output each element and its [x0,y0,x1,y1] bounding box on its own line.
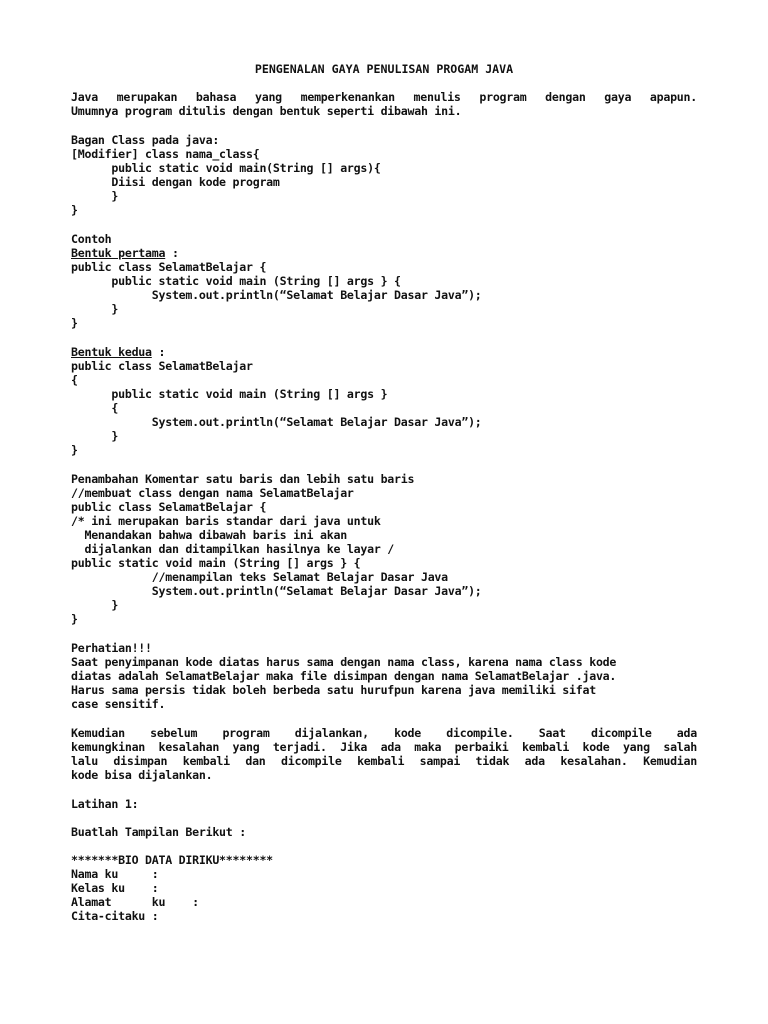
komentar-code-line: dijalankan dan ditampilkan hasilnya ke layar / [71,542,395,556]
perhatian-heading: Perhatian!!! [71,641,152,655]
bentuk2-code-line: } [71,443,78,457]
biodata-field-nama: Nama ku : [71,867,159,881]
bentuk2-code-line: { [71,401,119,415]
bentuk-pertama-suffix: : [165,246,179,260]
bentuk-kedua-suffix: : [151,345,166,359]
komentar-code-line: //membuat class dengan nama SelamatBelajar [71,486,354,500]
latihan-instruction: Buatlah Tampilan Berikut : [71,825,246,839]
komentar-code-line: } [71,598,119,612]
class-section-heading: Bagan Class pada java: [71,133,220,147]
bentuk-pertama-heading [71,246,179,260]
perhatian-line: case sensitif. [71,697,166,711]
bentuk-pertama-label: Bentuk pertama [71,246,166,260]
bentuk1-code-line: public class SelamatBelajar { [71,260,267,274]
komentar-code-line: Menandakan bahwa dibawah baris ini akan [71,528,347,542]
kemudian-line-2: kemungkinan kesalahan yang terjadi. Jika ada maka perbaiki kembali kode yang salah [71,740,697,754]
bentuk-kedua-heading [71,345,165,359]
latihan-heading: Latihan 1: [71,797,139,811]
class-code-line: Diisi dengan kode program [71,175,280,189]
biodata-field-cita: Cita-citaku : [71,909,159,923]
bentuk1-code-line: } [71,316,78,330]
bentuk2-code-line: public static void main (String [] args } [71,387,388,401]
bentuk1-code-line: System.out.println(“Selamat Belajar Dasar Java”); [71,288,482,302]
komentar-code-line: } [71,612,78,626]
bentuk2-code-line: } [71,429,119,443]
kemudian-line-4: kode bisa dijalankan. [71,768,213,782]
bentuk-kedua-label: Bentuk kedua [71,345,152,359]
komentar-code-line: /* ini merupakan baris standar dari java untuk [71,514,381,528]
perhatian-line: diatas adalah SelamatBelajar maka file disimpan dengan nama SelamatBelajar .java. [71,669,617,683]
biodata-field-alamat: Alamat ku : [71,895,199,909]
bentuk2-code-line: { [71,373,78,387]
komentar-code-line: System.out.println(“Selamat Belajar Dasar Java”); [71,584,482,598]
class-code-line: [Modifier] class nama_class{ [71,147,260,161]
bentuk2-code-line: public class SelamatBelajar [71,359,253,373]
intro-line-1: Java merupakan bahasa yang memperkenankan menulis program dengan gaya apapun. [71,90,697,104]
perhatian-line: Saat penyimpanan kode diatas harus sama dengan nama class, karena nama class kode [71,655,617,669]
contoh-heading: Contoh [71,232,112,246]
komentar-code-line: public class SelamatBelajar { [71,500,267,514]
bentuk1-code-line: public static void main (String [] args } { [71,274,401,288]
intro-line-2: Umumnya program ditulis dengan bentuk seperti dibawah ini. [71,104,462,118]
komentar-heading: Penambahan Komentar satu baris dan lebih satu baris [71,472,415,486]
kemudian-line-3: lalu disimpan kembali dan dicompile kembali sampai tidak ada kesalahan. Kemudian [71,754,697,768]
kemudian-line-1: Kemudian sebelum program dijalankan, kode dicompile. Saat dicompile ada [71,726,697,740]
biodata-field-kelas: Kelas ku : [71,881,159,895]
komentar-code-line: //menampilan teks Selamat Belajar Dasar Java [71,570,448,584]
biodata-title: *******BIO DATA DIRIKU******** [71,853,273,867]
class-code-line: } [71,189,119,203]
document-title: PENGENALAN GAYA PENULISAN PROGAM JAVA [254,62,514,76]
bentuk2-code-line: System.out.println(“Selamat Belajar Dasar Java”); [71,415,482,429]
bentuk1-code-line: } [71,302,119,316]
perhatian-line: Harus sama persis tidak boleh berbeda satu hurufpun karena java memiliki sifat [71,683,596,697]
class-code-line: } [71,203,78,217]
class-code-line: public static void main(String [] args){ [71,161,381,175]
komentar-code-line: public static void main (String [] args } { [71,556,361,570]
